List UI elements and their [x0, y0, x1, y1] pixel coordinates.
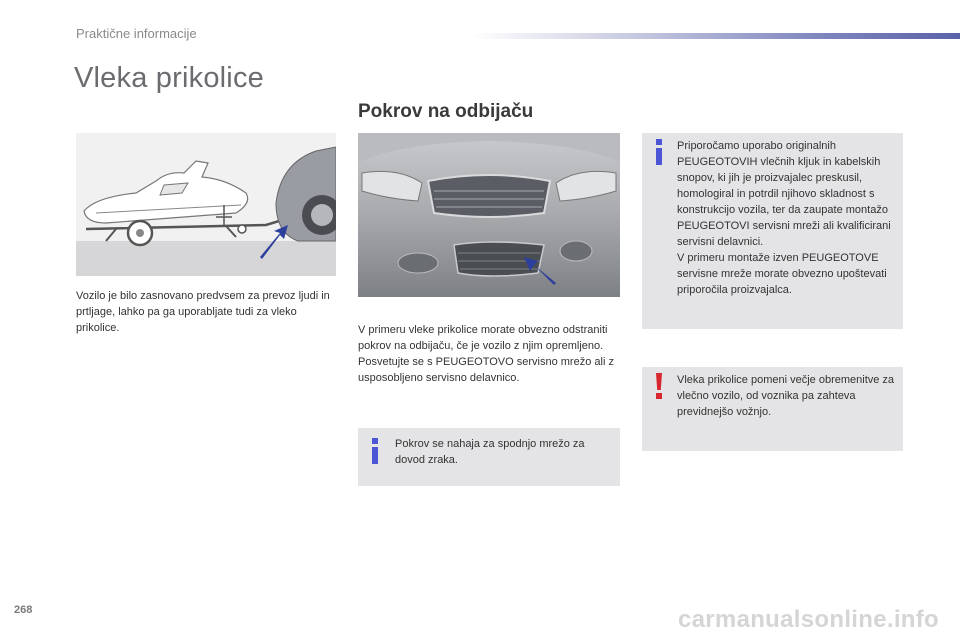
bumper-cover-text-1: V primeru vleke prikolice morate obvezno odstraniti pokrov na odbijaču, če je vozilo z njim opremljeno. — [358, 324, 608, 352]
page-title: Vleka prikolice — [74, 62, 264, 94]
header-section-title: Praktične informacije — [76, 26, 197, 41]
header-bar — [470, 33, 960, 39]
info-box-towing-recommendation — [642, 133, 903, 329]
bumper-cover-text-2: Posvetujte se s PEUGEOTOVO servisno mrežo ali z usposobljeno servisno delavnico. — [358, 356, 614, 384]
warning-text: Vleka prikolice pomeni večje obremenitve za vlečno vozilo, od voznika pa zahteva previdnejšo vožnjo. — [677, 374, 895, 418]
trailer-drawing — [76, 133, 336, 276]
bumper-cover-paragraph — [358, 322, 623, 386]
bumper-drawing — [358, 133, 620, 297]
watermark: carmanualsonline.info — [678, 606, 940, 633]
info-box-cover-location — [358, 428, 620, 486]
info-box-text — [677, 138, 899, 298]
bumper-cover-illustration — [358, 133, 620, 297]
info-icon — [652, 139, 666, 165]
info-icon — [368, 438, 382, 464]
info-box-text: Pokrov se nahaja za spodnjo mrežo za dovod zraka. — [395, 438, 585, 466]
intro-paragraph: Vozilo je bilo zasnovano predvsem za prevoz ljudi in prtljage, lahko pa ga uporabljate tudi za vleko prikolice. — [76, 290, 330, 334]
warning-icon — [652, 373, 666, 399]
recommendation-text-2: V primeru montaže izven PEUGEOTOVE servisne mreže morate obvezno upoštevati priporočila proizvajalca. — [677, 252, 887, 296]
recommendation-text-1: Priporočamo uporabo originalnih PEUGEOTOVIH vlečnih kljuk in kabelskih snopov, ki jih je proizvajalec preskusil, homologiral in potrdil njihovo skladnost s konstrukcijo vozila, ter da zaupate montažo PEUGEOTOVI servisni mreži ali kvalificirani servisni delavnici. — [677, 140, 891, 248]
section-title: Pokrov na odbijaču — [358, 101, 534, 122]
warning-box — [642, 367, 903, 451]
trailer-illustration — [76, 133, 336, 276]
page-number: 268 — [14, 604, 33, 616]
